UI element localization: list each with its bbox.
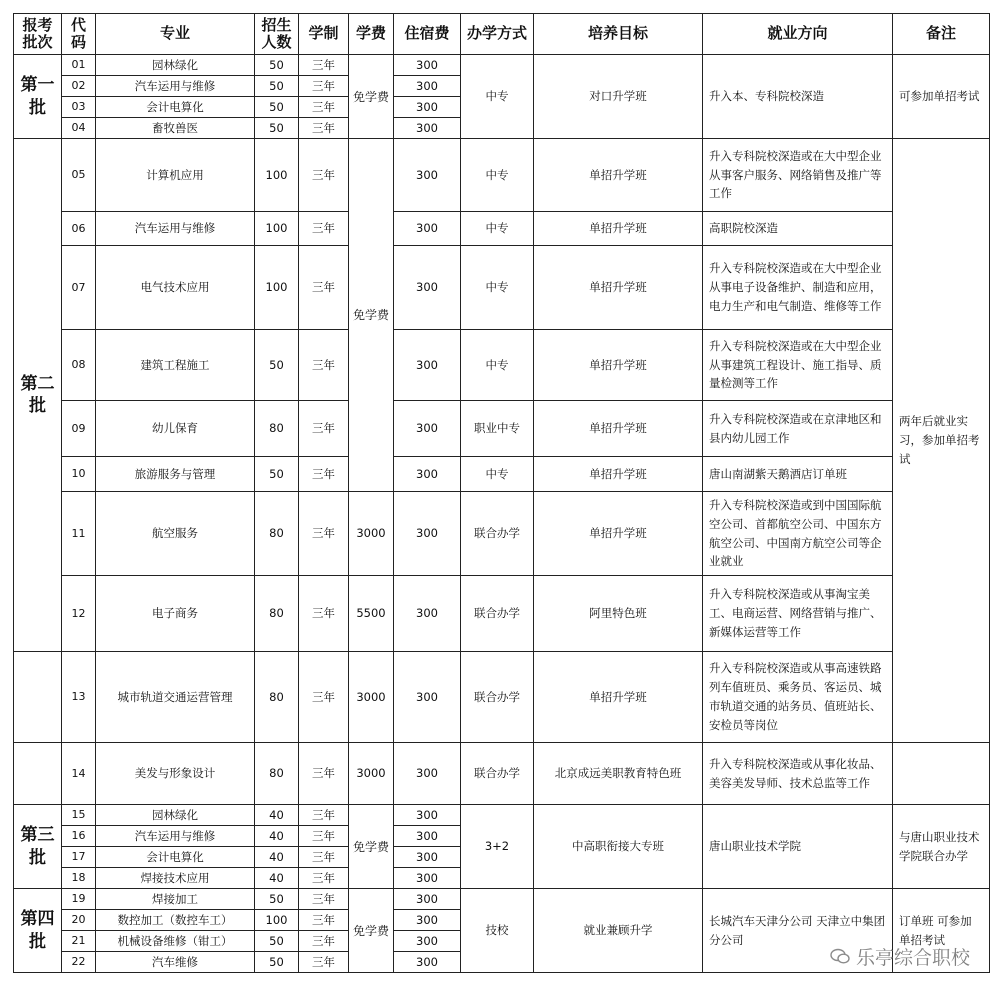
enroll-cell: 40 bbox=[255, 805, 299, 826]
tuition-cell: 5500 bbox=[349, 576, 394, 652]
table-row bbox=[14, 246, 990, 330]
code-cell: 15 bbox=[62, 805, 96, 826]
target-cell: 单招升学班 bbox=[534, 330, 703, 401]
duration-cell: 三年 bbox=[299, 492, 349, 576]
duration-cell: 三年 bbox=[299, 76, 349, 97]
lodging-cell: 300 bbox=[394, 212, 461, 246]
note-cell: 与唐山职业技术学院联合办学 bbox=[893, 805, 990, 889]
career-cell: 升入专科院校深造或在大中型企业从事客户服务、网络销售及推广等工作 bbox=[703, 139, 893, 212]
code-cell: 05 bbox=[62, 139, 96, 212]
major-cell: 园林绿化 bbox=[96, 55, 255, 76]
enroll-cell: 40 bbox=[255, 826, 299, 847]
career-cell: 升入专科院校深造或从事高速铁路列车值班员、乘务员、客运员、城市轨道交通的站务员、值班站长、安检员等岗位 bbox=[703, 652, 893, 743]
duration-cell: 三年 bbox=[299, 118, 349, 139]
batch-2-cell: 第二批 bbox=[14, 139, 62, 652]
career-cell: 高职院校深造 bbox=[703, 212, 893, 246]
note-cell: 两年后就业实习，参加单招考试 bbox=[893, 139, 990, 743]
lodging-cell: 300 bbox=[394, 805, 461, 826]
code-cell: 09 bbox=[62, 401, 96, 457]
major-cell: 建筑工程施工 bbox=[96, 330, 255, 401]
major-cell: 旅游服务与管理 bbox=[96, 457, 255, 492]
enroll-cell: 50 bbox=[255, 952, 299, 973]
code-cell: 08 bbox=[62, 330, 96, 401]
table-row bbox=[14, 492, 990, 576]
enroll-cell: 50 bbox=[255, 330, 299, 401]
major-cell: 幼儿保育 bbox=[96, 401, 255, 457]
duration-cell: 三年 bbox=[299, 652, 349, 743]
code-cell: 11 bbox=[62, 492, 96, 576]
code-cell: 03 bbox=[62, 97, 96, 118]
tuition-cell: 免学费 bbox=[349, 139, 394, 492]
duration-cell: 三年 bbox=[299, 826, 349, 847]
major-cell: 数控加工（数控车工） bbox=[96, 910, 255, 931]
batch-1-cell: 第一批 bbox=[14, 55, 62, 139]
target-cell: 单招升学班 bbox=[534, 401, 703, 457]
tuition-cell: 3000 bbox=[349, 492, 394, 576]
major-cell: 焊接技术应用 bbox=[96, 868, 255, 889]
code-cell: 22 bbox=[62, 952, 96, 973]
lodging-cell: 300 bbox=[394, 492, 461, 576]
watermark bbox=[830, 943, 970, 970]
batch-cell-empty bbox=[14, 743, 62, 805]
lodging-cell: 300 bbox=[394, 76, 461, 97]
enroll-cell: 40 bbox=[255, 868, 299, 889]
note-cell bbox=[893, 743, 990, 805]
duration-cell: 三年 bbox=[299, 55, 349, 76]
enroll-cell: 80 bbox=[255, 401, 299, 457]
mode-cell: 3+2 bbox=[461, 805, 534, 889]
note-cell: 可参加单招考试 bbox=[893, 55, 990, 139]
target-cell: 阿里特色班 bbox=[534, 576, 703, 652]
enroll-cell: 50 bbox=[255, 889, 299, 910]
code-cell: 18 bbox=[62, 868, 96, 889]
code-cell: 02 bbox=[62, 76, 96, 97]
header-target: 培养目标 bbox=[534, 14, 703, 55]
major-cell: 电气技术应用 bbox=[96, 246, 255, 330]
mode-cell: 联合办学 bbox=[461, 743, 534, 805]
code-cell: 01 bbox=[62, 55, 96, 76]
header-mode: 办学方式 bbox=[461, 14, 534, 55]
duration-cell: 三年 bbox=[299, 931, 349, 952]
mode-cell: 中专 bbox=[461, 457, 534, 492]
header-tuition: 学费 bbox=[349, 14, 394, 55]
target-cell: 单招升学班 bbox=[534, 212, 703, 246]
mode-cell: 联合办学 bbox=[461, 576, 534, 652]
code-cell: 17 bbox=[62, 847, 96, 868]
target-cell: 北京成远美职教育特色班 bbox=[534, 743, 703, 805]
batch-cell-empty bbox=[14, 652, 62, 743]
lodging-cell: 300 bbox=[394, 889, 461, 910]
lodging-cell: 300 bbox=[394, 826, 461, 847]
target-cell: 单招升学班 bbox=[534, 457, 703, 492]
career-cell: 升入专科院校深造或从事化妆品、美容美发导师、技术总监等工作 bbox=[703, 743, 893, 805]
enroll-cell: 80 bbox=[255, 743, 299, 805]
batch-3-cell: 第三批 bbox=[14, 805, 62, 889]
header-enroll: 招生人数 bbox=[255, 14, 299, 55]
duration-cell: 三年 bbox=[299, 330, 349, 401]
lodging-cell: 300 bbox=[394, 55, 461, 76]
enroll-cell: 50 bbox=[255, 931, 299, 952]
lodging-cell: 300 bbox=[394, 118, 461, 139]
duration-cell: 三年 bbox=[299, 401, 349, 457]
table-row bbox=[14, 139, 990, 212]
mode-cell: 中专 bbox=[461, 139, 534, 212]
lodging-cell: 300 bbox=[394, 910, 461, 931]
tuition-cell: 免学费 bbox=[349, 55, 394, 139]
lodging-cell: 300 bbox=[394, 576, 461, 652]
table-row bbox=[14, 401, 990, 457]
duration-cell: 三年 bbox=[299, 889, 349, 910]
career-cell: 升入专科院校深造或在京津地区和县内幼儿园工作 bbox=[703, 401, 893, 457]
major-cell: 焊接加工 bbox=[96, 889, 255, 910]
duration-cell: 三年 bbox=[299, 97, 349, 118]
tuition-cell: 免学费 bbox=[349, 889, 394, 973]
table-row bbox=[14, 805, 990, 826]
major-cell: 汽车运用与维修 bbox=[96, 212, 255, 246]
duration-cell: 三年 bbox=[299, 457, 349, 492]
code-cell: 21 bbox=[62, 931, 96, 952]
major-cell: 园林绿化 bbox=[96, 805, 255, 826]
lodging-cell: 300 bbox=[394, 952, 461, 973]
mode-cell: 联合办学 bbox=[461, 652, 534, 743]
mode-cell: 中专 bbox=[461, 246, 534, 330]
code-cell: 20 bbox=[62, 910, 96, 931]
code-cell: 06 bbox=[62, 212, 96, 246]
duration-cell: 三年 bbox=[299, 212, 349, 246]
major-cell: 会计电算化 bbox=[96, 97, 255, 118]
table-row bbox=[14, 457, 990, 492]
duration-cell: 三年 bbox=[299, 910, 349, 931]
major-cell: 美发与形象设计 bbox=[96, 743, 255, 805]
code-cell: 19 bbox=[62, 889, 96, 910]
lodging-cell: 300 bbox=[394, 457, 461, 492]
lodging-cell: 300 bbox=[394, 743, 461, 805]
mode-cell: 职业中专 bbox=[461, 401, 534, 457]
duration-cell: 三年 bbox=[299, 246, 349, 330]
enroll-cell: 80 bbox=[255, 492, 299, 576]
lodging-cell: 300 bbox=[394, 330, 461, 401]
table-row bbox=[14, 212, 990, 246]
career-cell: 长城汽车天津分公司 天津立中集团分公司 bbox=[703, 889, 893, 973]
major-cell: 电子商务 bbox=[96, 576, 255, 652]
table-row bbox=[14, 55, 990, 76]
duration-cell: 三年 bbox=[299, 952, 349, 973]
header-duration: 学制 bbox=[299, 14, 349, 55]
enroll-cell: 100 bbox=[255, 246, 299, 330]
career-cell: 唐山职业技术学院 bbox=[703, 805, 893, 889]
code-cell: 12 bbox=[62, 576, 96, 652]
major-cell: 城市轨道交通运营管理 bbox=[96, 652, 255, 743]
target-cell: 单招升学班 bbox=[534, 139, 703, 212]
lodging-cell: 300 bbox=[394, 246, 461, 330]
enrollment-table bbox=[13, 13, 990, 973]
tuition-cell: 3000 bbox=[349, 652, 394, 743]
duration-cell: 三年 bbox=[299, 805, 349, 826]
major-cell: 汽车运用与维修 bbox=[96, 826, 255, 847]
mode-cell: 联合办学 bbox=[461, 492, 534, 576]
career-cell: 升入专科院校深造或在大中型企业从事电子设备维护、制造和应用，电力生产和电气制造、维修等工作 bbox=[703, 246, 893, 330]
header-row bbox=[14, 14, 990, 55]
table-row bbox=[14, 330, 990, 401]
table-row bbox=[14, 576, 990, 652]
code-cell: 07 bbox=[62, 246, 96, 330]
header-code: 代码 bbox=[62, 14, 96, 55]
enroll-cell: 50 bbox=[255, 457, 299, 492]
mode-cell: 中专 bbox=[461, 55, 534, 139]
career-cell: 升入专科院校深造或从事淘宝美工、电商运营、网络营销与推广、新媒体运营等工作 bbox=[703, 576, 893, 652]
lodging-cell: 300 bbox=[394, 868, 461, 889]
code-cell: 14 bbox=[62, 743, 96, 805]
header-note: 备注 bbox=[893, 14, 990, 55]
enroll-cell: 50 bbox=[255, 118, 299, 139]
career-cell: 唐山南湖紫天鹅酒店订单班 bbox=[703, 457, 893, 492]
note-cell: 订单班 可参加单招考试 bbox=[893, 889, 990, 973]
lodging-cell: 300 bbox=[394, 97, 461, 118]
tuition-cell: 免学费 bbox=[349, 805, 394, 889]
major-cell: 航空服务 bbox=[96, 492, 255, 576]
career-cell: 升入专科院校深造或在大中型企业从事建筑工程设计、施工指导、质量检测等工作 bbox=[703, 330, 893, 401]
duration-cell: 三年 bbox=[299, 139, 349, 212]
header-batch: 报考批次 bbox=[14, 14, 62, 55]
batch-4-cell: 第四批 bbox=[14, 889, 62, 973]
duration-cell: 三年 bbox=[299, 743, 349, 805]
chat-bubble-icon bbox=[830, 948, 850, 965]
header-career: 就业方向 bbox=[703, 14, 893, 55]
target-cell: 单招升学班 bbox=[534, 652, 703, 743]
mode-cell: 中专 bbox=[461, 330, 534, 401]
enroll-cell: 100 bbox=[255, 212, 299, 246]
lodging-cell: 300 bbox=[394, 847, 461, 868]
enroll-cell: 40 bbox=[255, 847, 299, 868]
major-cell: 畜牧兽医 bbox=[96, 118, 255, 139]
major-cell: 会计电算化 bbox=[96, 847, 255, 868]
enroll-cell: 50 bbox=[255, 97, 299, 118]
tuition-cell: 3000 bbox=[349, 743, 394, 805]
duration-cell: 三年 bbox=[299, 868, 349, 889]
code-cell: 13 bbox=[62, 652, 96, 743]
enroll-cell: 80 bbox=[255, 652, 299, 743]
lodging-cell: 300 bbox=[394, 401, 461, 457]
enroll-cell: 50 bbox=[255, 76, 299, 97]
lodging-cell: 300 bbox=[394, 931, 461, 952]
duration-cell: 三年 bbox=[299, 847, 349, 868]
code-cell: 16 bbox=[62, 826, 96, 847]
career-cell: 升入专科院校深造或到中国国际航空公司、首都航空公司、中国东方航空公司、中国南方航空公司等企业就业 bbox=[703, 492, 893, 576]
mode-cell: 技校 bbox=[461, 889, 534, 973]
major-cell: 汽车运用与维修 bbox=[96, 76, 255, 97]
lodging-cell: 300 bbox=[394, 652, 461, 743]
target-cell: 就业兼顾升学 bbox=[534, 889, 703, 973]
target-cell: 单招升学班 bbox=[534, 246, 703, 330]
header-major: 专业 bbox=[96, 14, 255, 55]
target-cell: 单招升学班 bbox=[534, 492, 703, 576]
code-cell: 10 bbox=[62, 457, 96, 492]
major-cell: 汽车维修 bbox=[96, 952, 255, 973]
major-cell: 机械设备维修（钳工） bbox=[96, 931, 255, 952]
target-cell: 中高职衔接大专班 bbox=[534, 805, 703, 889]
target-cell: 对口升学班 bbox=[534, 55, 703, 139]
career-cell: 升入本、专科院校深造 bbox=[703, 55, 893, 139]
enroll-cell: 100 bbox=[255, 139, 299, 212]
enroll-cell: 50 bbox=[255, 55, 299, 76]
duration-cell: 三年 bbox=[299, 576, 349, 652]
table-row bbox=[14, 652, 990, 743]
mode-cell: 中专 bbox=[461, 212, 534, 246]
lodging-cell: 300 bbox=[394, 139, 461, 212]
major-cell: 计算机应用 bbox=[96, 139, 255, 212]
header-lodging: 住宿费 bbox=[394, 14, 461, 55]
table-row bbox=[14, 889, 990, 910]
enroll-cell: 80 bbox=[255, 576, 299, 652]
table-row bbox=[14, 743, 990, 805]
code-cell: 04 bbox=[62, 118, 96, 139]
enroll-cell: 100 bbox=[255, 910, 299, 931]
watermark-text: 乐亭综合职校 bbox=[855, 947, 970, 969]
